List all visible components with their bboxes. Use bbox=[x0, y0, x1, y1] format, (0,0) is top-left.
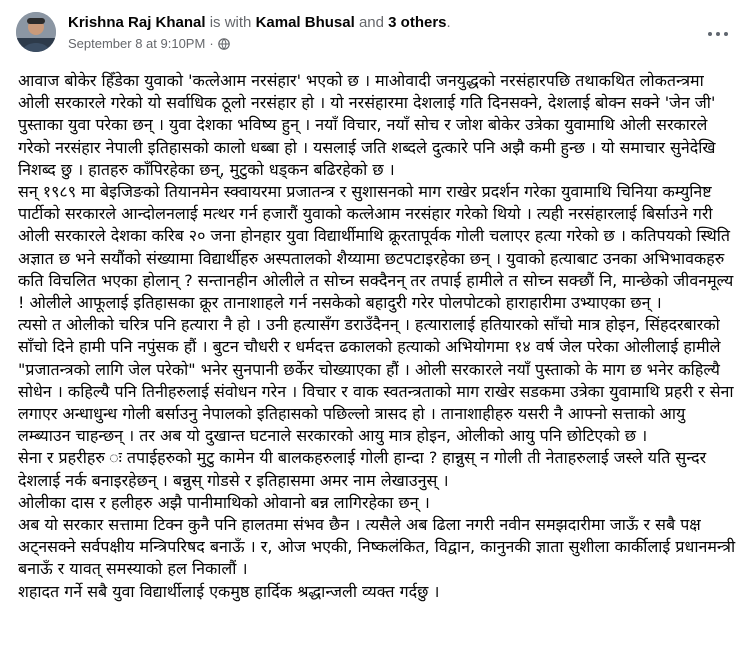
post-paragraph: अब यो सरकार सत्तामा टिक्न कुनै पनि हालतमा संभव छैन । त्यसैले अब ढिला नगरी नवीन समझदारीमा जाऊँ र सबै पक्ष अट्नसक्ने सर्वपक्षीय मन्त्रिपरिषद बनाऊँ । र, ओज भएकी, निष्कलंकित, विद्वान, कानुनकी ज्ञाता सुशीला कार्कीलाई प्रधानमन्त्री बनाऊँ र यावत् समस्याको हल निकालौं । bbox=[18, 515, 736, 579]
post-subline bbox=[68, 36, 680, 52]
tagged-person[interactable]: Kamal Bhusal bbox=[255, 14, 355, 31]
more-options-icon[interactable] bbox=[700, 16, 736, 52]
post-paragraph: सेना र प्रहरीहरु ः तपाईहरुको मुटु कामेन यी बालकहरुलाई गोली हान्दा ? हान्नुस् न गोली ती नेताहरुलाई जस्ले यति सुन्दर देशलाई नर्क बनाइरहेछन् । बन्नुस् गोडसे र इतिहासमा अमर नाम लेखाउनुस् । bbox=[18, 448, 707, 490]
post-timestamp[interactable]: September 8 at 9:10PM bbox=[68, 36, 206, 51]
others-link[interactable]: 3 others bbox=[388, 14, 447, 31]
names-period: . bbox=[446, 14, 451, 31]
post-paragraph: आवाज बोकेर हिँडेका युवाको 'कत्लेआम नरसंहार' भएको छ । माओवादी जनयुद्धको नरसंहारपछि तथाकथित लोकतन्त्रमा ओली सरकारले गरेको यो सर्वाधिक ठूलो नरसंहार हो । यो नरसंहारमा देशलाई गति दिनसक्ने, देशलाई बोक्न सक्ने 'जेन जी' पुस्ताका युवा परेका छन् । युवा देशका भविष्य हुन् । नयाँ विचार, नयाँ सोच र जोश बोकेर उत्रेका युवामाथि ओली सरकारले गरेको नरसंहार नेपाली इतिहासको कालो धब्बा हो । यसलाई जति शब्दले दुत्कारे पनि अझै कमी हुन्छ । यो समाचार सुनेदेखि निशब्द छु । हातहरु काँपिरहेका छन्, मुटुको धड्कन बढिरहेको छ । bbox=[18, 71, 716, 179]
post-paragraph: शहादत गर्ने सबै युवा विद्यार्थीलाई एकमुष्ठ हार्दिक श्रद्धान्जली व्यक्त गर्दछु । bbox=[18, 581, 440, 601]
post-paragraph: ओलीका दास र हलीहरु अझै पानीमाथिको ओवानो बन्न लागिरहेका छन् । bbox=[18, 492, 430, 512]
post-names bbox=[68, 13, 680, 33]
author-name[interactable]: Krishna Raj Khanal bbox=[68, 14, 206, 31]
post-body bbox=[18, 70, 738, 603]
post-paragraph: सन् १९८९ मा बेइजिङको तियानमेन स्क्वायरमा प्रजातन्त्र र सुशासनको माग राखेर प्रदर्शन गरेका युवामाथि चिनिया कम्युनिष्ट पार्टीको सरकारले आन्दोलनलाई मत्थर गर्न हजारौं युवाको कत्लेआम नरसंहार गरेको थियो । त्यही नरसंहारलाई बिर्साउने गरी ओली सरकारले देशका करिब २० जना होनहार युवा विद्यार्थीमाथि क्रूरतापूर्वक गोली चलाएर हत्या गरेको छ । कतिपयको स्थिति अज्ञात छ भने सयौंको संख्यामा विद्यार्थीहरु अस्पतालको शैय्यामा छटपटाइरहेका छन् । युवाको हत्याबाट उनका अभिभावकहरु कति विचलित भएका होलान् ? सन्तानहीन ओलीले त सोच्न सक्दैनन् तर तपाई हामीले त सोच्न सक्छौं नि, मान्छेको जीवनमूल्य ! ओलीले आफूलाई इतिहासका क्रूर तानाशाहले गर्न नसकेको बहादुरी गरेर पोलपोटको हाराहारीमा उभ्याएका छन् । bbox=[18, 182, 734, 313]
post-paragraph: त्यसो त ओलीको चरित्र पनि हत्यारा नै हो । उनी हत्यासँग डराउँदैनन् । हत्यारालाई हतियारको साँचो मात्र होइन, सिंहदरबारको साँचो दिने हामी पनि नपुंसक हौं । बुटन चौधरी र धर्मदत्त ढकालको हत्याको अभियोगमा १४ वर्ष जेल परेका ओलीलाई हामीले "प्रजातन्त्रको लागि जेल परेको" भनेर सुनपानी छर्केर चोख्याएका हौं । ओली सरकारले नयाँ पुस्ताको के माग छ भनेर कहिल्यै सोधेन । कहिल्यै पनि तिनीहरुलाई संवोधन गरेन । विचार र वाक स्वतन्त्रताको माग राखेर सडकमा उत्रेका युवामाथि प्रहरी र सेना लगाएर अन्धाधुन्ध गोली बर्साउनु नेपालको इतिहासको पछिल्लो त्रासद हो । तानाशाहीहरु यसरी नै आफ्नो सत्ताको आयु लम्ब्याउन चाहन्छन् । तर अब यो दुखान्त घटनाले सरकारको आयु मात्र होइन, ओलीको आयु पनि छोटिएको छ । bbox=[18, 315, 734, 446]
with-text: is with bbox=[209, 14, 252, 31]
avatar[interactable] bbox=[16, 12, 56, 52]
and-text: and bbox=[358, 14, 384, 31]
post-meta bbox=[68, 13, 680, 52]
meta-separator: · bbox=[209, 36, 214, 51]
post-header bbox=[16, 12, 740, 60]
globe-icon bbox=[218, 38, 230, 50]
